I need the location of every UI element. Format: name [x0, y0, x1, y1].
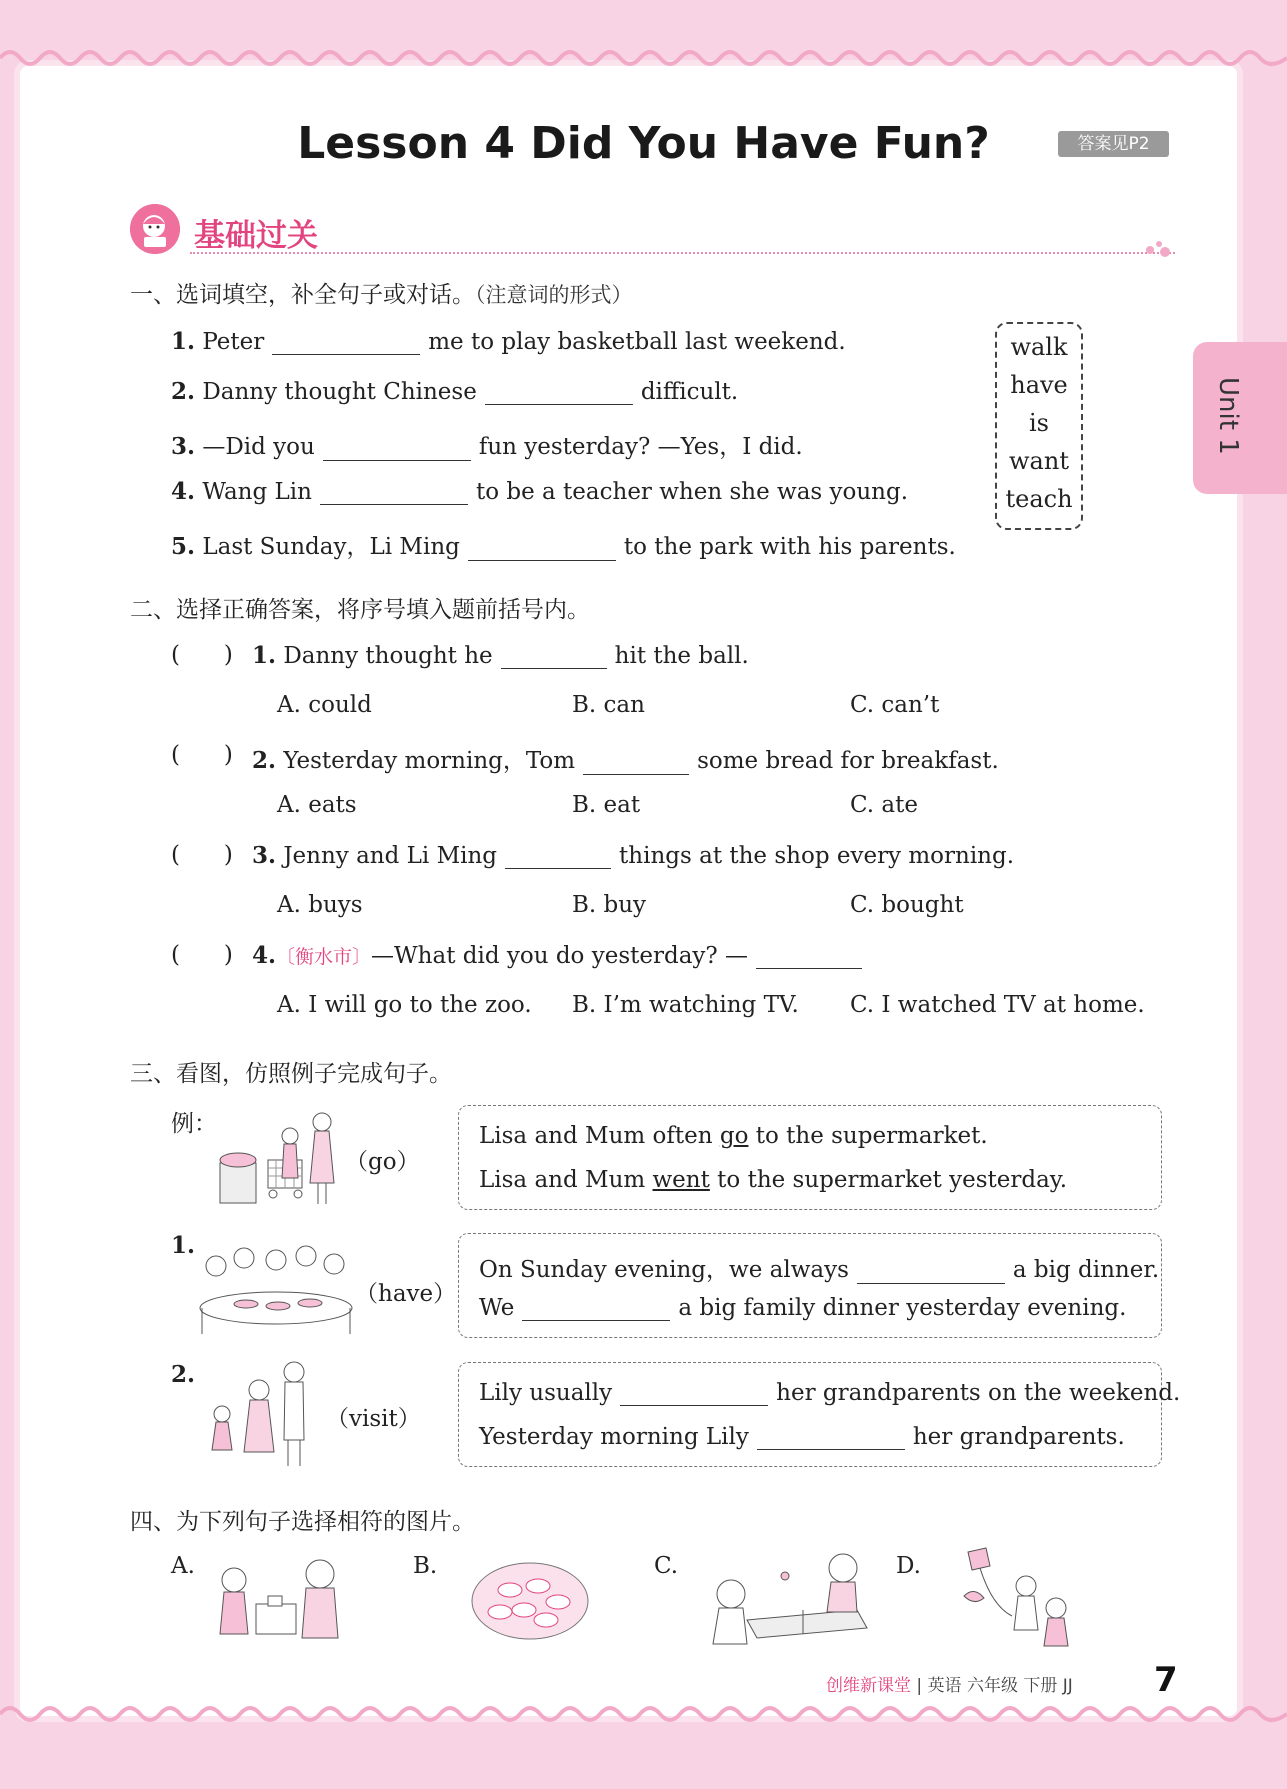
item-text-after: me to play basketball last weekend. [428, 329, 846, 355]
example-label: 例： [171, 1111, 217, 1137]
answer-blank[interactable] [272, 332, 420, 355]
footer-info: | 英语 六年级 下册 JJ [916, 1676, 1073, 1696]
part3-item-2-number: 2. [171, 1361, 196, 1388]
part2-question-1 [252, 642, 749, 669]
item-text-before: Last Sunday，Li Ming [202, 534, 460, 560]
answer-blank[interactable] [756, 946, 862, 969]
question-text-before: Danny thought he [283, 643, 493, 669]
page-title: Lesson 4 Did You Have Fun? [297, 118, 990, 169]
question-number: 2. [252, 747, 277, 774]
answer-bracket[interactable]: ( ) [171, 842, 233, 868]
answer-blank[interactable] [505, 846, 611, 869]
answer-blank[interactable] [620, 1383, 768, 1406]
part1-item-4 [171, 478, 908, 505]
girl-reading-icon [130, 204, 180, 254]
section-divider [190, 252, 1175, 254]
question-text-before: Jenny and Li Ming [283, 843, 498, 869]
item-text-after: to the park with his parents. [623, 534, 956, 560]
part3-heading: 三、看图，仿照例子完成句子。 [130, 1061, 452, 1087]
word-bank-item: have [1010, 371, 1068, 399]
option-c: C. bought [850, 892, 964, 918]
example-answer-box [458, 1105, 1162, 1210]
question-number: 1. [252, 642, 277, 669]
answer-blank[interactable] [522, 1298, 670, 1321]
part4-heading: 四、为下列句子选择相符的图片。 [130, 1509, 475, 1535]
question-text-after: some bread for breakfast. [697, 748, 999, 774]
answer-blank[interactable] [323, 438, 471, 461]
part1-heading-text: 一、选词填空，补全句子或对话。 [130, 282, 475, 308]
option-a: A. eats [277, 792, 357, 818]
sentence-text: a big dinner. [1012, 1257, 1160, 1283]
picture-option-b-label: B. [413, 1553, 438, 1579]
option-a: A. could [277, 692, 372, 718]
part3-item-1-line-1 [479, 1251, 1159, 1284]
part1-item-5 [171, 528, 956, 561]
section-label: 基础过关 [194, 218, 318, 254]
page-paper [20, 66, 1237, 1716]
question-text-after: things at the shop every morning. [619, 843, 1015, 869]
picture-option-b-dumplings[interactable] [470, 1560, 590, 1642]
footer-publication-info [826, 1671, 1073, 1696]
source-tag: 〔衡水市〕 [276, 946, 372, 968]
item-number: 1. [171, 328, 196, 355]
part3-item-1-line-2 [479, 1295, 1126, 1321]
sentence-text: a big family dinner yesterday evening. [678, 1295, 1127, 1321]
example-line-1 [479, 1123, 988, 1149]
example-text: Lisa and Mum [479, 1167, 653, 1193]
part3-item-1-cue: （have） [355, 1281, 457, 1307]
example-cue: （go） [345, 1149, 420, 1175]
option-b: B. can [572, 692, 645, 718]
example-text: to the supermarket. [748, 1123, 988, 1149]
option-b: B. eat [572, 792, 641, 818]
answer-blank[interactable] [468, 538, 616, 561]
picture-option-a-shopkeeper[interactable] [212, 1552, 346, 1644]
footer-brand: 创维新课堂 [826, 1676, 911, 1696]
unit-tab-label: Unit 1 [1213, 377, 1243, 455]
sentence-text: her grandparents. [912, 1424, 1125, 1450]
item-number: 3. [171, 433, 196, 460]
option-a: A. buys [277, 892, 363, 918]
word-bank-item: walk [1010, 333, 1068, 361]
sentence-text: We [479, 1295, 515, 1321]
part2-question-4 [252, 942, 870, 969]
part3-item-2-cue: （visit） [326, 1406, 421, 1432]
word-bank-item: want [1009, 447, 1069, 475]
answer-bracket[interactable]: ( ) [171, 742, 233, 768]
picture-option-d-label: D. [896, 1553, 921, 1579]
bottom-wave-border [0, 1696, 1287, 1732]
unit-tab [1193, 342, 1287, 494]
item-text-after: fun yesterday? —Yes，I did. [478, 434, 803, 460]
item-text-before: Wang Lin [202, 479, 312, 505]
example-text: Lisa and Mum often [479, 1123, 720, 1149]
answer-blank[interactable] [485, 382, 633, 405]
item-text-after: to be a teacher when she was young. [475, 479, 909, 505]
item-text-before: Peter [202, 329, 265, 355]
example-line-2 [479, 1167, 1067, 1193]
word-bank-item: is [1029, 409, 1049, 437]
item-text-before: Danny thought Chinese [202, 379, 477, 405]
visit-grandparents-illustration [204, 1360, 314, 1470]
supermarket-shopping-illustration [218, 1108, 344, 1208]
section-header [130, 204, 1180, 260]
family-dinner-illustration [196, 1236, 356, 1336]
part2-heading: 二、选择正确答案，将序号填入题前括号内。 [130, 597, 590, 623]
picture-option-a-label: A. [171, 1553, 195, 1579]
item-number: 5. [171, 533, 196, 560]
item-number: 2. [171, 378, 196, 405]
part1-item-3 [171, 428, 803, 461]
part1-item-1 [171, 328, 846, 355]
option-b: B. buy [572, 892, 647, 918]
answer-blank[interactable] [757, 1427, 905, 1450]
answer-blank[interactable] [320, 482, 468, 505]
sentence-text: Yesterday morning Lily [479, 1424, 749, 1450]
part3-item-1-number: 1. [171, 1232, 196, 1259]
decorative-dots-icon [1145, 240, 1171, 260]
part3-item-2-line-1 [479, 1380, 1180, 1406]
question-number: 4. [252, 942, 277, 969]
top-wave-border [0, 40, 1287, 76]
word-bank-box [995, 322, 1083, 530]
part2-question-2 [252, 742, 999, 775]
question-text-after: hit the ball. [614, 643, 749, 669]
picture-option-c-ping-pong[interactable] [707, 1550, 877, 1646]
answer-bracket[interactable]: ( ) [171, 642, 233, 668]
sentence-text: her grandparents on the weekend. [776, 1380, 1181, 1406]
question-number: 3. [252, 842, 277, 869]
picture-option-d-kite-flying[interactable] [952, 1546, 1078, 1652]
part3-item-2-line-2 [479, 1424, 1125, 1450]
sentence-text: On Sunday evening，we always [479, 1257, 849, 1283]
answer-blank[interactable] [501, 646, 607, 669]
part1-item-2 [171, 378, 738, 405]
answer-blank[interactable] [583, 752, 689, 775]
page-number: 7 [1154, 1660, 1178, 1700]
option-a: A. I will go to the zoo. [277, 992, 532, 1018]
example-text: to the supermarket yesterday. [709, 1167, 1068, 1193]
part3-item-1-answer-box [458, 1233, 1162, 1338]
option-b: B. I’m watching TV. [572, 992, 799, 1018]
answer-bracket[interactable]: ( ) [171, 942, 233, 968]
picture-option-c-label: C. [654, 1553, 679, 1579]
item-text-after: difficult. [640, 379, 739, 405]
part1-note: （注意词的形式） [475, 283, 633, 307]
question-text-before: Yesterday morning，Tom [283, 748, 576, 774]
part1-heading [130, 276, 633, 309]
option-c: C. can’t [850, 692, 940, 718]
answer-blank[interactable] [857, 1261, 1005, 1284]
part3-item-2-answer-box [458, 1362, 1181, 1467]
option-c: C. ate [850, 792, 918, 818]
part2-question-3 [252, 842, 1014, 869]
item-text-before: —Did you [202, 434, 315, 460]
word-bank-item: teach [1005, 485, 1073, 513]
example-underlined-word: go [719, 1123, 749, 1149]
example-underlined-word: went [652, 1167, 710, 1193]
answer-reference-badge: 答案见P2 [1058, 131, 1169, 157]
option-c: C. I watched TV at home. [850, 992, 1145, 1018]
question-text-before: —What did you do yesterday? — [371, 943, 749, 969]
sentence-text: Lily usually [479, 1380, 613, 1406]
item-number: 4. [171, 478, 196, 505]
